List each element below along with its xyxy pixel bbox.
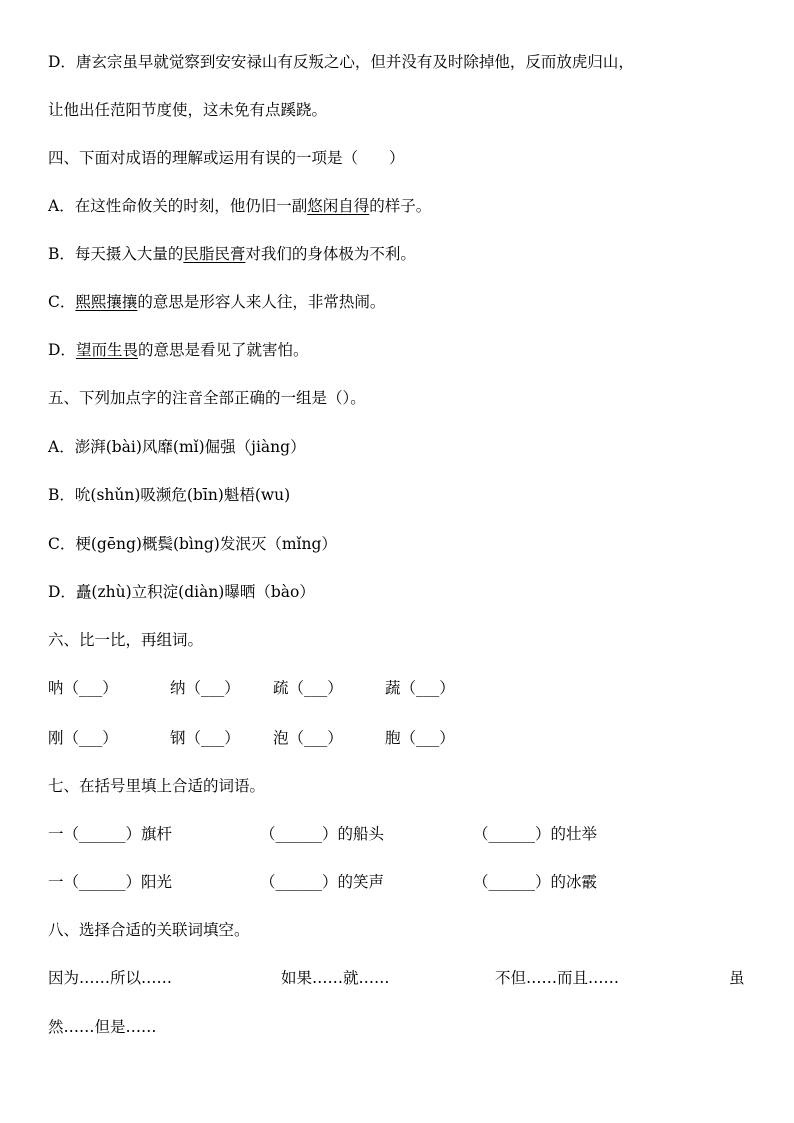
q8-option: 虽 (729, 969, 745, 987)
q4-option-a-idiom: 悠闲自得 (307, 197, 370, 215)
q5-option-c: C．梗(gēng)概鬓(bìng)发泯灭（mǐng） (48, 535, 337, 553)
q6-row2-item: 刚（___） (48, 729, 118, 747)
q4-option-d (48, 339, 308, 361)
q4-title: 四、下面对成语的理解或运用有误的一项是（ ） (48, 149, 405, 167)
q6-row1-item: 疏（___） (273, 679, 343, 697)
q4-option-c-idiom: 熙熙攘攘 (75, 293, 138, 311)
q6-row1-item: 蔬（___） (385, 679, 455, 697)
q8-option: 不但……而且…… (495, 969, 620, 987)
q6-row2-item: 钢（___） (170, 729, 240, 747)
q3-option-d-line1: D．唐玄宗虽早就觉察到安安禄山有反叛之心，但并没有及时除掉他，反而放虎归山， (48, 53, 634, 71)
q4-option-c (48, 291, 385, 313)
q8-option-wrap: 然……但是…… (48, 1018, 157, 1036)
q6-title: 六、比一比，再组词。 (48, 631, 204, 649)
q7-title: 七、在括号里填上合适的词语。 (48, 777, 266, 795)
q8-title: 八、选择合适的关联词填空。 (48, 921, 250, 939)
q6-row1-item: 呐（___） (48, 679, 118, 697)
q5-option-d: D．矗(zhù)立积淀(diàn)曝晒（bào） (48, 583, 315, 601)
q7-row1-item: 一（______）旗杆 (48, 825, 173, 843)
q7-row2-item: （______）的笑声 (260, 873, 385, 891)
q8-option: 如果……就…… (281, 969, 390, 987)
q5-option-b: B．吮(shǔn)吸濒危(bīn)魁梧(wu) (48, 486, 291, 504)
q7-row2-item: （______）的冰霰 (473, 873, 598, 891)
q4-option-d-pre: D． (48, 341, 76, 359)
q5-title: 五、下列加点字的注音全部正确的一组是（）。 (48, 389, 366, 407)
q4-option-a-pre: A．在这性命攸关的时刻，他仍旧一副 (48, 197, 308, 215)
q4-option-d-post: 的意思是看见了就害怕。 (137, 341, 309, 359)
q8-option: 因为……所以…… (48, 969, 173, 987)
q6-row2-item: 胞（___） (385, 729, 455, 747)
q5-option-a: A．澎湃(bài)风靡(mǐ)倔强（jiàng） (48, 438, 306, 456)
q7-row1-item: （______）的船头 (260, 825, 385, 843)
q6-row2-item: 泡（___） (273, 729, 343, 747)
q4-option-d-idiom: 望而生畏 (75, 341, 138, 359)
q4-option-c-pre: C． (48, 293, 76, 311)
q4-option-b-post: 对我们的身体极为不利。 (245, 245, 416, 263)
q6-row1-item: 纳（___） (170, 679, 240, 697)
q3-option-d-line2: 让他出任范阳节度使，这未免有点蹊跷。 (48, 101, 328, 119)
q4-option-b-pre: B．每天摄入大量的 (48, 245, 184, 263)
q4-option-a (48, 195, 431, 217)
q4-option-a-post: 的样子。 (369, 197, 432, 215)
q4-option-b-idiom: 民脂民膏 (183, 245, 246, 263)
q4-option-c-post: 的意思是形容人来人往，非常热闹。 (137, 293, 386, 311)
q4-option-b (48, 243, 416, 265)
q7-row1-item: （______）的壮举 (473, 825, 598, 843)
q7-row2-item: 一（______）阳光 (48, 873, 173, 891)
